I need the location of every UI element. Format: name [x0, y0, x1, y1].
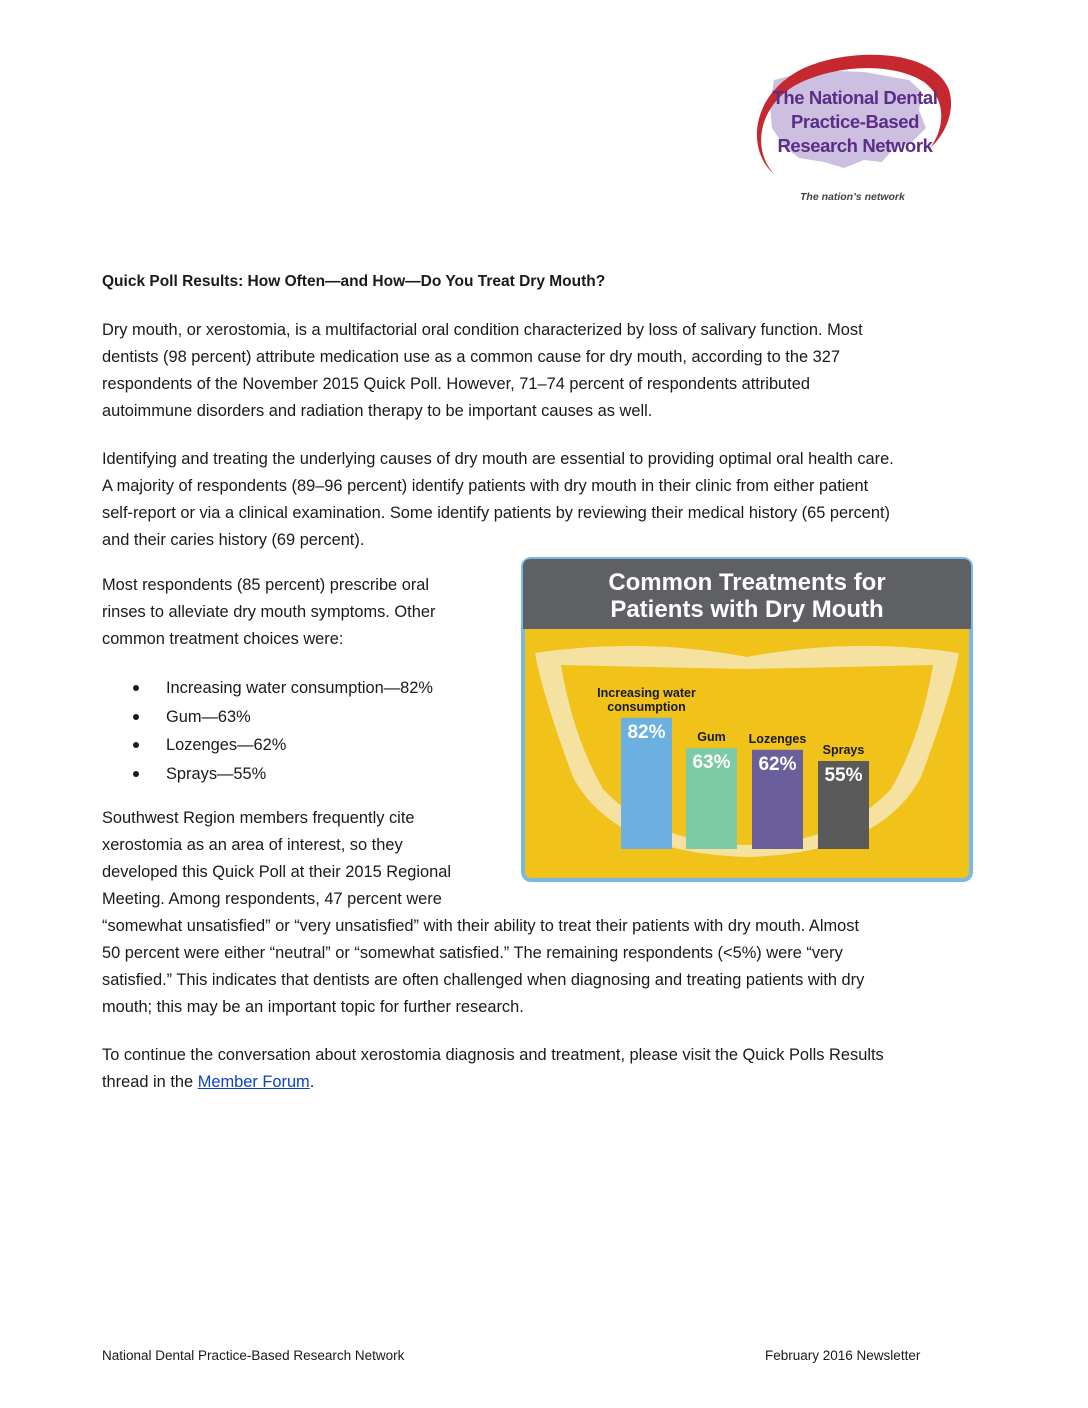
bullet-icon [133, 742, 139, 748]
list-item-text: Gum—63% [166, 707, 251, 726]
paragraph-line: mouth; this may be an important topic for further research. [102, 998, 524, 1016]
list-item-text: Increasing water consumption—82% [166, 679, 433, 697]
bar-value-label: 82% [627, 721, 666, 743]
paragraph-line: “somewhat unsatisfied” or “very unsatisfied” with their ability to treat their patients with dry mouth. Almost [102, 917, 860, 935]
paragraph-line: and their caries history (69 percent). [102, 531, 365, 549]
paragraph-line: 50 percent were either “neutral” or “somewhat satisfied.” The remaining respondents (<5%) were “very [102, 944, 843, 962]
paragraph-line: Southwest Region members frequently cite [102, 809, 415, 827]
footer-right: February 2016 Newsletter [765, 1348, 921, 1363]
treatment-list [133, 674, 433, 788]
network-logo [744, 50, 960, 210]
list-item [133, 760, 433, 789]
logo-line-1: The National Dental [772, 87, 938, 108]
logo-tagline: The nation’s network [800, 191, 905, 203]
article-title: Quick Poll Results: How Often—and How—Do You Treat Dry Mouth? [102, 273, 606, 290]
treatments-infographic [521, 557, 973, 882]
chart-title-line-2: Patients with Dry Mouth [610, 596, 884, 623]
paragraph-text: thread in the [102, 1073, 198, 1091]
paragraph-text: . [309, 1073, 315, 1091]
list-item [133, 703, 433, 732]
logo-line-3: Research Network [777, 135, 933, 156]
bullet-icon [133, 771, 139, 777]
paragraph-line: dentists (98 percent) attribute medication use as a common cause for dry mouth, according to the 327 [102, 348, 840, 366]
paragraph-line: autoimmune disorders and radiation therapy to be important causes as well. [102, 402, 653, 420]
paragraph-line: respondents of the November 2015 Quick Poll. However, 71–74 percent of respondents attributed [102, 375, 810, 393]
bar-category-label: Increasing water consumption [597, 685, 696, 714]
bar-value-label: 63% [692, 752, 731, 774]
list-item [133, 731, 433, 760]
paragraph-line: Most respondents (85 percent) prescribe oral [102, 576, 430, 594]
paragraph-line: satisfied.” This indicates that dentists are often challenged when diagnosing and treating patients with dry [102, 971, 865, 989]
paragraph-line: common treatment choices were: [102, 630, 344, 648]
bullet-icon [133, 714, 139, 720]
member-forum-link[interactable]: Member Forum [197, 1073, 310, 1091]
bar-category-label: Sprays [822, 743, 865, 757]
bar-category-label: Lozenges [748, 731, 807, 746]
paragraph-line: developed this Quick Poll at their 2015 Regional [102, 863, 451, 881]
footer-left: National Dental Practice-Based Research Network [102, 1348, 405, 1363]
paragraph-3 [102, 572, 435, 653]
chart-title-line-1: Common Treatments for [608, 569, 886, 596]
list-item-text: Lozenges—62% [166, 736, 287, 754]
bar-value-label: 62% [758, 753, 797, 775]
list-item [133, 674, 433, 703]
paragraph-line: A majority of respondents (89–96 percent) identify patients with dry mouth in their clinic from either patient [102, 477, 869, 495]
paragraph-line [102, 1069, 884, 1096]
list-item-text: Sprays—55% [166, 764, 267, 783]
paragraph-line: Dry mouth, or xerostomia, is a multifactorial oral condition characterized by loss of salivary function. Most [102, 321, 863, 339]
paragraph-line: xerostomia as an area of interest, so they [102, 836, 403, 854]
paragraph-5 [102, 1042, 884, 1096]
bar-value-label: 55% [824, 765, 863, 786]
bar-category-label: Gum [697, 730, 726, 745]
logo-line-2: Practice-Based [790, 111, 920, 132]
paragraph-2 [102, 446, 894, 554]
paragraph-line: To continue the conversation about xerostomia diagnosis and treatment, please visit the Quick Polls Results [102, 1046, 884, 1064]
paragraph-line: self-report or via a clinical examination. Some identify patients by reviewing their medical history (65 percent) [102, 504, 891, 522]
paragraph-line: Identifying and treating the underlying causes of dry mouth are essential to providing optimal oral health care. [102, 450, 894, 468]
paragraph-line: rinses to alleviate dry mouth symptoms. Other [102, 603, 436, 621]
bullet-icon [133, 685, 139, 691]
paragraph-line: Meeting. Among respondents, 47 percent were [102, 890, 442, 908]
paragraph-1 [102, 317, 863, 425]
